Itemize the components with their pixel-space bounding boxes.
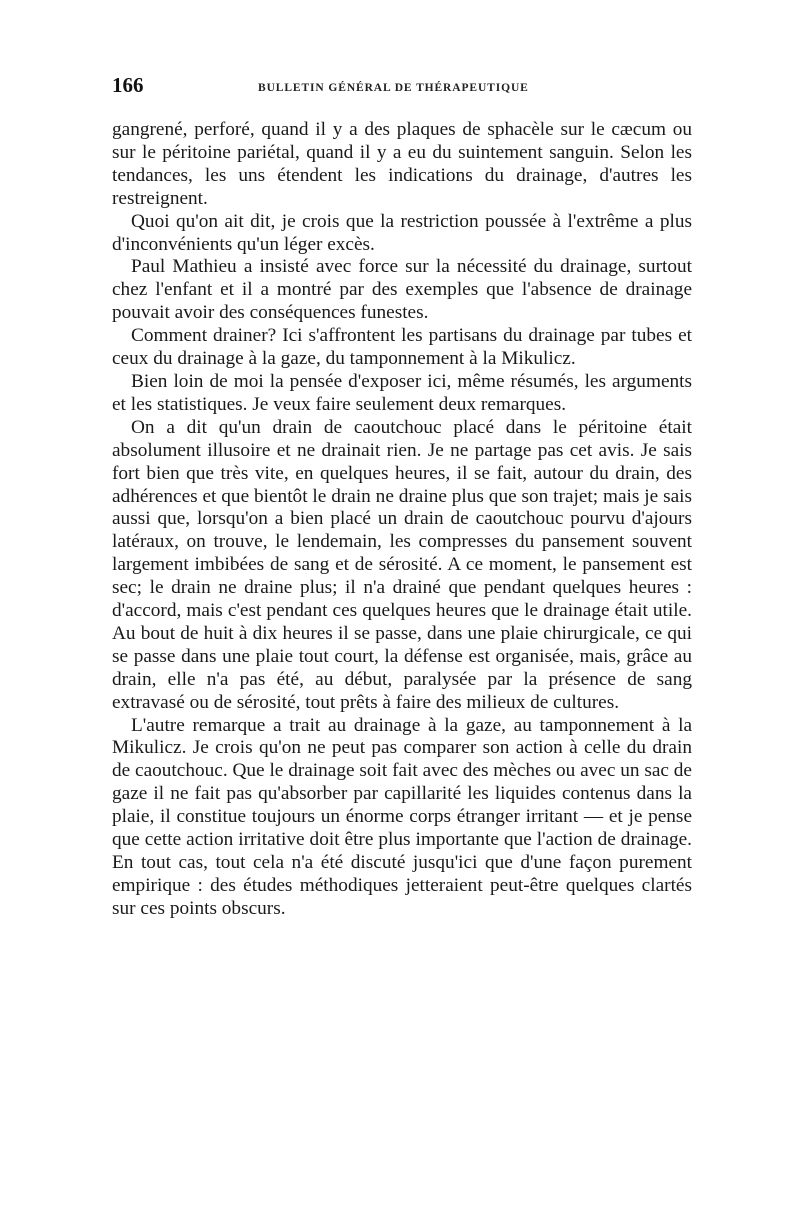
body-text bbox=[112, 119, 692, 921]
page-header bbox=[112, 73, 692, 99]
paragraph: L'autre remarque a trait au drainage à la gaze, au tamponnement à la Mikulicz. Je crois qu'on ne peut pas comparer son action à celle du drain de caoutchouc. Que le drainage soit fait avec des mèches ou avec un sac de gaze il ne fait pas qu'absorber par capillarité les liquides contenus dans la plaie, il constitue toujours un énorme corps étranger irritant — et je pense que cette action irritative doit être plus importante que l'action de drainage. En tout cas, tout cela n'a été discuté jusqu'ici que d'une façon purement empirique : des études méthodiques jetteraient peut-être quelques clartés sur ces points obscurs. bbox=[112, 714, 692, 919]
page-number: 166 bbox=[112, 73, 144, 97]
paragraph: On a dit qu'un drain de caoutchouc placé dans le péritoine était absolument illusoire et ne drainait rien. Je ne partage pas cet avis. Je sais fort bien que très vite, en quelques heures, il se fait, autour du drain, des adhérences et que bientôt le drain ne draine plus que son trajet; mais je sais aussi que, lorsqu'on a bien placé un drain de caoutchouc pourvu d'ajours latéraux, on trouve, le lendemain, les compresses du pansement souvent largement imbibées de sang et de sérosité. A ce moment, le pansement est sec; le drain ne draine plus; il n'a drainé que pendant quelques heures : d'accord, mais c'est pendant ces quelques heures que le drainage était utile. Au bout de huit à dix heures il se passe, dans une plaie chirurgicale, ce qui se passe dans une plaie tout court, la défense est organisée, mais, grâce au drain, elle n'a pas été, au début, paralysée par la présence de sang extravasé ou de sérosité, tout prêts à faire des milieux de cultures. bbox=[112, 416, 692, 713]
paragraph: Paul Mathieu a insisté avec force sur la nécessité du drainage, surtout chez l'enfant et il a montré par des exemples que l'absence de drainage pouvait avoir des conséquences funestes. bbox=[112, 256, 692, 324]
paragraph-continuation: gangrené, perforé, quand il y a des plaques de sphacèle sur le cæcum ou sur le péritoine pariétal, quand il y a eu du suintement sanguin. Selon les tendances, les uns étendent les indications du drainage, d'autres les restreignent. bbox=[112, 119, 692, 209]
paragraph: Quoi qu'on ait dit, je crois que la restriction poussée à l'extrême a plus d'inconvénients qu'un léger excès. bbox=[112, 210, 692, 255]
paragraph: Bien loin de moi la pensée d'exposer ici, même résumés, les arguments et les statistiques. Je veux faire seulement deux remarques. bbox=[112, 370, 692, 415]
running-title: BULLETIN GÉNÉRAL DE THÉRAPEUTIQUE bbox=[258, 82, 529, 94]
paragraph: Comment drainer? Ici s'affrontent les partisans du drainage par tubes et ceux du drainage à la gaze, du tamponnement à la Mikulicz. bbox=[112, 325, 692, 370]
